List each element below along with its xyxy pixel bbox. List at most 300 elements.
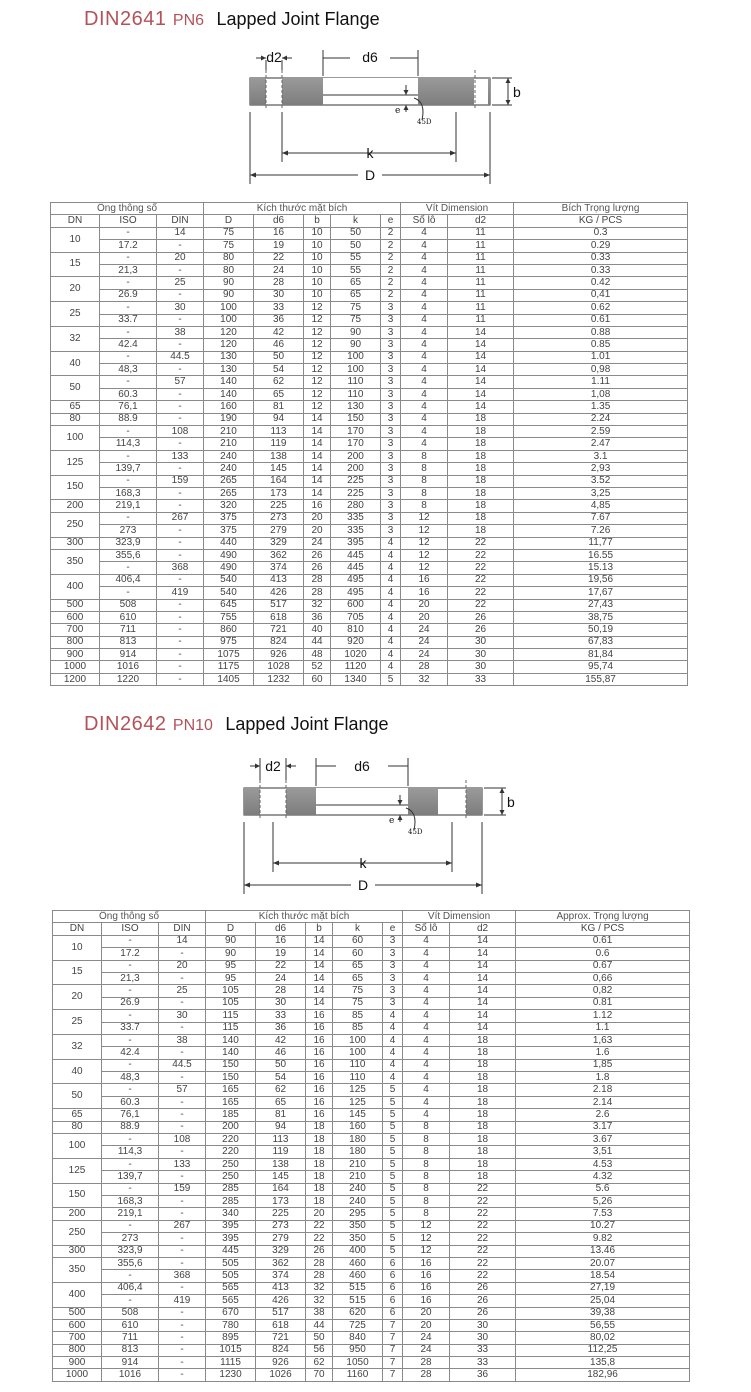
cell-k: 395 — [331, 537, 381, 549]
cell-iso: 17.2 — [102, 948, 159, 960]
cell-bolt-count: 12 — [401, 549, 448, 561]
cell-b: 28 — [306, 1270, 333, 1282]
cell-d2: 18 — [450, 1072, 516, 1084]
cell-din: - — [157, 413, 204, 425]
cell-e: 3 — [381, 302, 401, 314]
cell-weight: 27,19 — [516, 1282, 690, 1294]
cell-d2: 18 — [448, 487, 514, 499]
cell-d-outer: 130 — [204, 351, 254, 363]
cell-weight: 1.11 — [514, 376, 688, 388]
cell-dn: 125 — [51, 450, 100, 475]
table-row — [51, 463, 688, 475]
cell-b: 24 — [304, 537, 331, 549]
table-row — [51, 252, 688, 264]
cell-bolt-count: 4 — [401, 339, 448, 351]
cell-iso: 1220 — [100, 673, 157, 685]
cell-bolt-count: 8 — [401, 475, 448, 487]
cell-e: 6 — [383, 1257, 403, 1269]
cell-b: 16 — [306, 1072, 333, 1084]
cell-bolt-count: 8 — [403, 1208, 450, 1220]
cell-dn: 125 — [53, 1158, 102, 1183]
cell-b: 12 — [304, 339, 331, 351]
cell-b: 32 — [306, 1295, 333, 1307]
table-row — [51, 475, 688, 487]
column-header-dn: DN — [51, 215, 100, 227]
cell-d-outer: 975 — [204, 636, 254, 648]
cell-iso: 711 — [102, 1332, 159, 1344]
cell-d6: 28 — [254, 277, 304, 289]
cell-k: 75 — [331, 302, 381, 314]
cell-dn: 150 — [51, 475, 100, 500]
column-header-iso: ISO — [100, 215, 157, 227]
cell-e: 3 — [381, 475, 401, 487]
cell-weight: 155,87 — [514, 673, 688, 685]
cell-d2: 18 — [450, 1047, 516, 1059]
table-row — [53, 1319, 690, 1331]
cell-d-outer: 105 — [206, 985, 256, 997]
cell-d6: 138 — [256, 1158, 306, 1170]
column-header-weight: KG / PCS — [514, 215, 688, 227]
cell-din: - — [159, 1233, 206, 1245]
table-row — [53, 1233, 690, 1245]
cell-d6: 138 — [254, 450, 304, 462]
cell-b: 16 — [306, 1010, 333, 1022]
cell-iso: 273 — [100, 525, 157, 537]
cell-d2: 26 — [450, 1295, 516, 1307]
column-header-e: e — [381, 215, 401, 227]
cell-din: 44.5 — [157, 351, 204, 363]
cell-din: - — [157, 611, 204, 623]
cell-bolt-count: 4 — [401, 227, 448, 239]
cell-bolt-count: 4 — [401, 326, 448, 338]
cell-d-outer: 100 — [204, 314, 254, 326]
cell-d2: 33 — [448, 673, 514, 685]
cell-dn: 400 — [51, 574, 100, 599]
cell-d2: 11 — [448, 264, 514, 276]
cell-weight: 3.17 — [516, 1121, 690, 1133]
cell-b: 10 — [304, 240, 331, 252]
cell-e: 3 — [381, 525, 401, 537]
cell-b: 10 — [304, 277, 331, 289]
cell-d-outer: 1230 — [206, 1369, 256, 1381]
cell-bolt-count: 4 — [403, 1096, 450, 1108]
cell-weight: 5.6 — [516, 1183, 690, 1195]
cell-d6: 374 — [254, 562, 304, 574]
cell-bolt-count: 16 — [403, 1282, 450, 1294]
cell-d2: 11 — [448, 289, 514, 301]
standard-code: DIN2641 — [84, 8, 167, 30]
cell-iso: 1016 — [100, 661, 157, 673]
cell-dn: 150 — [53, 1183, 102, 1208]
cell-iso: 323,9 — [102, 1245, 159, 1257]
cell-d6: 517 — [254, 599, 304, 611]
cell-dn: 300 — [53, 1245, 102, 1257]
cell-iso: 323,9 — [100, 537, 157, 549]
cell-b: 12 — [304, 326, 331, 338]
cell-bolt-count: 4 — [401, 240, 448, 252]
cell-iso: 114,3 — [100, 438, 157, 450]
cell-e: 3 — [381, 376, 401, 388]
cell-b: 10 — [304, 264, 331, 276]
table-row — [53, 972, 690, 984]
table-row — [53, 1295, 690, 1307]
cell-d6: 65 — [254, 388, 304, 400]
cell-weight: 39,38 — [516, 1307, 690, 1319]
cell-weight: 2.14 — [516, 1096, 690, 1108]
cell-bolt-count: 4 — [401, 351, 448, 363]
cell-d-outer: 490 — [204, 562, 254, 574]
cell-din: - — [157, 487, 204, 499]
cell-weight: 2.24 — [514, 413, 688, 425]
table-row — [51, 326, 688, 338]
cell-b: 14 — [304, 487, 331, 499]
cell-dn: 200 — [51, 500, 100, 512]
cell-d6: 145 — [256, 1171, 306, 1183]
d6-label: d6 — [362, 49, 378, 65]
cell-weight: 4.53 — [516, 1158, 690, 1170]
cell-k: 725 — [333, 1319, 383, 1331]
cell-b: 28 — [306, 1257, 333, 1269]
cell-weight: 2,93 — [514, 463, 688, 475]
cell-d2: 30 — [448, 661, 514, 673]
cell-iso: 48,3 — [102, 1072, 159, 1084]
cell-b: 12 — [304, 376, 331, 388]
cell-d-outer: 220 — [206, 1146, 256, 1158]
cell-d2: 14 — [450, 972, 516, 984]
cell-weight: 19,56 — [514, 574, 688, 586]
cell-d2: 22 — [448, 599, 514, 611]
cell-weight: 4.32 — [516, 1171, 690, 1183]
cell-k: 60 — [333, 948, 383, 960]
cell-iso: - — [102, 1270, 159, 1282]
cell-dn: 65 — [51, 401, 100, 413]
cell-d2: 11 — [448, 302, 514, 314]
cell-b: 18 — [306, 1171, 333, 1183]
cell-d2: 22 — [448, 587, 514, 599]
cell-din: 159 — [157, 475, 204, 487]
cell-iso: - — [100, 426, 157, 438]
section1-title — [84, 8, 380, 31]
cell-e: 7 — [383, 1332, 403, 1344]
column-header-din: DIN — [157, 215, 204, 227]
cell-weight: 0.3 — [514, 227, 688, 239]
cell-b: 32 — [304, 599, 331, 611]
cell-d2: 14 — [450, 935, 516, 947]
bolt-group-header: Vít Dimension — [403, 911, 516, 923]
cell-b: 28 — [304, 574, 331, 586]
cell-d-outer: 1405 — [204, 673, 254, 685]
cell-weight: 95,74 — [514, 661, 688, 673]
cell-e: 4 — [381, 649, 401, 661]
cell-din: - — [159, 1047, 206, 1059]
cell-d-outer: 150 — [206, 1072, 256, 1084]
table-row — [51, 438, 688, 450]
cell-k: 75 — [333, 985, 383, 997]
cell-d-outer: 75 — [204, 227, 254, 239]
cell-d-outer: 220 — [206, 1134, 256, 1146]
weight-group-header: Approx. Trọng lượng — [516, 911, 690, 923]
cell-k: 110 — [333, 1072, 383, 1084]
cell-k: 160 — [333, 1121, 383, 1133]
cell-dn: 700 — [53, 1332, 102, 1344]
cell-dn: 500 — [51, 599, 100, 611]
cell-e: 2 — [381, 264, 401, 276]
cell-d6: 824 — [256, 1344, 306, 1356]
cell-e: 7 — [383, 1319, 403, 1331]
cell-din: 25 — [157, 277, 204, 289]
cell-iso: 610 — [102, 1319, 159, 1331]
cell-b: 36 — [304, 611, 331, 623]
cell-iso: 48,3 — [100, 364, 157, 376]
cell-d6: 517 — [256, 1307, 306, 1319]
table-row — [53, 1307, 690, 1319]
cell-d-outer: 115 — [206, 1010, 256, 1022]
cell-b: 14 — [306, 935, 333, 947]
cell-bolt-count: 16 — [403, 1257, 450, 1269]
cell-weight: 17,67 — [514, 587, 688, 599]
table-row — [53, 1010, 690, 1022]
table-row — [51, 549, 688, 561]
cell-bolt-count: 8 — [403, 1134, 450, 1146]
table-row — [51, 426, 688, 438]
cell-iso: - — [100, 475, 157, 487]
cell-d-outer: 160 — [204, 401, 254, 413]
cell-bolt-count: 28 — [403, 1369, 450, 1381]
cell-d2: 22 — [450, 1233, 516, 1245]
cell-d-outer: 140 — [206, 1047, 256, 1059]
cell-dn: 50 — [51, 376, 100, 401]
cell-e: 3 — [383, 935, 403, 947]
cell-d2: 26 — [448, 611, 514, 623]
cell-bolt-count: 20 — [403, 1307, 450, 1319]
cell-e: 5 — [383, 1220, 403, 1232]
cell-iso: 914 — [100, 649, 157, 661]
product-name: Lapped Joint Flange — [216, 9, 380, 29]
cell-din: 368 — [157, 562, 204, 574]
product-name: Lapped Joint Flange — [225, 714, 389, 734]
cell-iso: 42.4 — [100, 339, 157, 351]
cell-e: 3 — [383, 948, 403, 960]
cell-din: - — [159, 1171, 206, 1183]
table-row — [51, 673, 688, 685]
cell-weight: 1.8 — [516, 1072, 690, 1084]
cell-din: - — [159, 1208, 206, 1220]
cell-d2: 14 — [448, 339, 514, 351]
cell-d2: 22 — [450, 1220, 516, 1232]
cell-k: 75 — [333, 997, 383, 1009]
cell-bolt-count: 4 — [403, 1022, 450, 1034]
cell-iso: 21,3 — [100, 264, 157, 276]
cell-dn: 800 — [51, 636, 100, 648]
cell-d-outer: 95 — [206, 960, 256, 972]
cell-d6: 62 — [254, 376, 304, 388]
cell-din: - — [157, 537, 204, 549]
cell-bolt-count: 4 — [401, 302, 448, 314]
cell-k: 90 — [331, 326, 381, 338]
cell-bolt-count: 28 — [403, 1357, 450, 1369]
cell-d2: 18 — [448, 512, 514, 524]
cell-d-outer: 150 — [206, 1059, 256, 1071]
section2-flange-diagram — [224, 750, 534, 900]
cell-dn: 65 — [53, 1109, 102, 1121]
cell-dn: 400 — [53, 1282, 102, 1307]
table-row — [51, 401, 688, 413]
bolt-group-header: Vít Dimension — [401, 203, 514, 215]
cell-bolt-count: 20 — [401, 611, 448, 623]
cell-weight: 0.61 — [516, 935, 690, 947]
cell-d6: 54 — [254, 364, 304, 376]
cell-din: - — [159, 972, 206, 984]
cell-din: 38 — [159, 1034, 206, 1046]
cell-b: 44 — [306, 1319, 333, 1331]
cell-dn: 1200 — [51, 673, 100, 685]
cell-d6: 81 — [256, 1109, 306, 1121]
cell-din: - — [157, 636, 204, 648]
cell-k: 460 — [333, 1270, 383, 1282]
cell-d-outer: 540 — [204, 587, 254, 599]
cell-d2: 26 — [450, 1307, 516, 1319]
cell-bolt-count: 4 — [401, 376, 448, 388]
cell-d2: 14 — [450, 1010, 516, 1022]
cell-b: 14 — [306, 985, 333, 997]
cell-iso: - — [100, 227, 157, 239]
cell-weight: 0.88 — [514, 326, 688, 338]
cell-e: 3 — [381, 500, 401, 512]
cell-k: 1160 — [333, 1369, 383, 1381]
cell-b: 16 — [306, 1096, 333, 1108]
cell-bolt-count: 4 — [401, 289, 448, 301]
column-header-dn: DN — [53, 923, 102, 935]
cell-iso: 914 — [102, 1357, 159, 1369]
cell-e: 5 — [383, 1146, 403, 1158]
cell-weight: 3.52 — [514, 475, 688, 487]
cell-bolt-count: 24 — [403, 1332, 450, 1344]
cell-din: - — [159, 1369, 206, 1381]
flange-dimension-group-header: Kích thước mặt bích — [204, 203, 401, 215]
cell-weight: 0.81 — [516, 997, 690, 1009]
cell-bolt-count: 20 — [403, 1319, 450, 1331]
section2-title — [84, 713, 389, 736]
cell-iso: 139,7 — [100, 463, 157, 475]
cell-d2: 22 — [450, 1270, 516, 1282]
cell-e: 4 — [383, 1010, 403, 1022]
cell-iso: 711 — [100, 624, 157, 636]
cell-d6: 50 — [254, 351, 304, 363]
cell-e: 3 — [381, 512, 401, 524]
cell-din: 30 — [157, 302, 204, 314]
cell-weight: 81,84 — [514, 649, 688, 661]
cell-e: 4 — [381, 574, 401, 586]
cell-d2: 11 — [448, 240, 514, 252]
cell-k: 210 — [333, 1158, 383, 1170]
column-header-din: DIN — [159, 923, 206, 935]
cell-e: 5 — [383, 1208, 403, 1220]
cell-b: 22 — [306, 1233, 333, 1245]
cell-weight: 1,85 — [516, 1059, 690, 1071]
cell-d2: 18 — [448, 438, 514, 450]
column-header-bolt-count: Số lỗ — [401, 215, 448, 227]
cell-iso: 508 — [102, 1307, 159, 1319]
cell-weight: 18.54 — [516, 1270, 690, 1282]
angle-label: 45D — [408, 828, 423, 836]
cell-b: 14 — [304, 438, 331, 450]
cell-din: 108 — [159, 1134, 206, 1146]
cell-e: 2 — [381, 227, 401, 239]
cell-e: 4 — [381, 636, 401, 648]
cell-bolt-count: 4 — [401, 364, 448, 376]
cell-weight: 0.33 — [514, 264, 688, 276]
cell-k: 60 — [333, 935, 383, 947]
cell-k: 55 — [331, 264, 381, 276]
cell-bolt-count: 4 — [401, 401, 448, 413]
cell-iso: 273 — [102, 1233, 159, 1245]
cell-d-outer: 505 — [206, 1270, 256, 1282]
cell-iso: - — [100, 587, 157, 599]
cell-e: 4 — [381, 661, 401, 673]
cell-k: 75 — [331, 314, 381, 326]
cell-bolt-count: 12 — [401, 525, 448, 537]
column-header-k: k — [331, 215, 381, 227]
cell-d6: 54 — [256, 1072, 306, 1084]
group-header-row — [51, 203, 688, 215]
cell-k: 1120 — [331, 661, 381, 673]
cell-bolt-count: 4 — [401, 438, 448, 450]
cell-b: 14 — [306, 948, 333, 960]
cell-dn: 80 — [53, 1121, 102, 1133]
table-row — [51, 537, 688, 549]
cell-e: 4 — [381, 587, 401, 599]
cell-e: 5 — [383, 1134, 403, 1146]
cell-weight: 3.67 — [516, 1134, 690, 1146]
cell-dn: 350 — [53, 1257, 102, 1282]
cell-b: 62 — [306, 1357, 333, 1369]
D-label: D — [357, 877, 369, 893]
cell-dn: 15 — [53, 960, 102, 985]
cell-din: - — [159, 1357, 206, 1369]
cell-d-outer: 90 — [204, 277, 254, 289]
table-row — [51, 264, 688, 276]
cell-d2: 14 — [450, 1022, 516, 1034]
cell-weight: 4,85 — [514, 500, 688, 512]
cell-d-outer: 670 — [206, 1307, 256, 1319]
cell-din: - — [159, 1022, 206, 1034]
cell-d2: 36 — [450, 1369, 516, 1381]
cell-e: 3 — [383, 997, 403, 1009]
b-label: b — [513, 84, 521, 100]
cell-din: 419 — [157, 587, 204, 599]
cell-iso: 88.9 — [102, 1121, 159, 1133]
cell-din: - — [157, 314, 204, 326]
cell-iso: - — [102, 1183, 159, 1195]
table-row — [51, 574, 688, 586]
cell-iso: 139,7 — [102, 1171, 159, 1183]
cell-k: 225 — [331, 475, 381, 487]
cell-k: 225 — [331, 487, 381, 499]
cell-weight: 2.6 — [516, 1109, 690, 1121]
cell-d6: 36 — [256, 1022, 306, 1034]
table-row — [51, 302, 688, 314]
cell-b: 12 — [304, 364, 331, 376]
cell-dn: 350 — [51, 549, 100, 574]
cell-bolt-count: 12 — [401, 537, 448, 549]
cell-weight: 5,26 — [516, 1195, 690, 1207]
cell-k: 515 — [333, 1282, 383, 1294]
cell-iso: - — [100, 277, 157, 289]
cell-d6: 16 — [254, 227, 304, 239]
cell-iso: 26.9 — [102, 997, 159, 1009]
cell-d2: 14 — [448, 364, 514, 376]
k-label: k — [366, 145, 374, 161]
